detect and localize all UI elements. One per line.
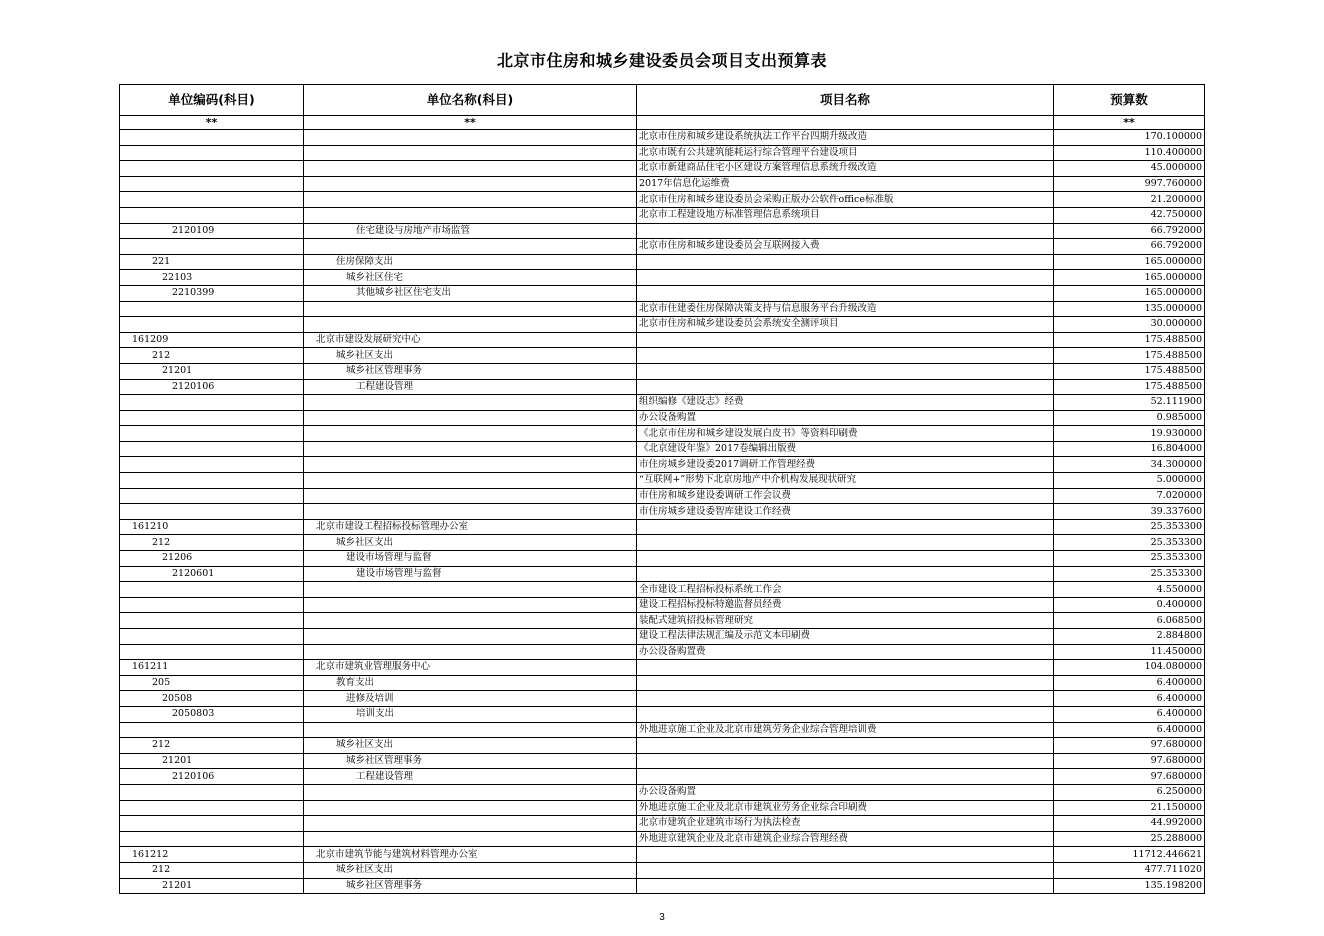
project-name-cell (637, 847, 1054, 863)
table-row (120, 862, 1205, 878)
unit-code-cell (120, 441, 304, 457)
budget-amount-cell: 6.400000 (1054, 675, 1205, 691)
project-name-cell: 北京市住建委住房保障决策支持与信息服务平台升级改造 (637, 301, 1054, 317)
budget-amount-cell: 34.300000 (1054, 457, 1205, 473)
unit-code-cell (120, 488, 304, 504)
budget-amount-cell: 2.884800 (1054, 629, 1205, 645)
table-row (120, 239, 1205, 255)
unit-name-cell (304, 613, 637, 629)
table-row (120, 457, 1205, 473)
unit-name-cell (304, 207, 637, 223)
project-name-cell (637, 363, 1054, 379)
unit-code-cell: 161211 (120, 660, 304, 676)
project-name-cell: 2017年信息化运维费 (637, 176, 1054, 192)
unit-code-cell: 161209 (120, 332, 304, 348)
table-row (120, 535, 1205, 551)
unit-code-cell (120, 395, 304, 411)
table-row (120, 613, 1205, 629)
unit-name-cell (304, 488, 637, 504)
unit-name-cell (304, 130, 637, 146)
unit-name-cell (304, 145, 637, 161)
unit-code-cell: 205 (120, 675, 304, 691)
budget-amount-cell: 165.000000 (1054, 285, 1205, 301)
budget-amount-cell: 6.400000 (1054, 722, 1205, 738)
table-row (120, 223, 1205, 239)
budget-amount-cell: 21.200000 (1054, 192, 1205, 208)
table-row (120, 410, 1205, 426)
table-row (120, 145, 1205, 161)
unit-name-cell: 城乡社区管理事务 (304, 878, 637, 894)
table-row (120, 473, 1205, 489)
budget-amount-cell: 135.198200 (1054, 878, 1205, 894)
project-name-cell: 北京市既有公共建筑能耗运行综合管理平台建设项目 (637, 145, 1054, 161)
unit-code-cell: 21201 (120, 363, 304, 379)
unit-code-cell (120, 207, 304, 223)
unit-name-cell: 北京市建设发展研究中心 (304, 332, 637, 348)
unit-name-cell (304, 176, 637, 192)
table-row (120, 660, 1205, 676)
project-name-cell (637, 254, 1054, 270)
unit-name-cell (304, 629, 637, 645)
unit-code-cell: 2120106 (120, 769, 304, 785)
project-name-cell: 建设工程招标投标特邀监督员经费 (637, 597, 1054, 613)
project-name-cell (637, 691, 1054, 707)
unit-name-cell: 其他城乡社区住宅支出 (304, 285, 637, 301)
table-row (120, 270, 1205, 286)
unit-name-cell: 住房保障支出 (304, 254, 637, 270)
unit-code-cell (120, 239, 304, 255)
project-name-cell (637, 675, 1054, 691)
unit-code-cell: 2120601 (120, 566, 304, 582)
unit-code-cell (120, 784, 304, 800)
unit-code-cell (120, 613, 304, 629)
unit-code-cell: 2120106 (120, 379, 304, 395)
unit-code-cell (120, 504, 304, 520)
budget-amount-cell: 165.000000 (1054, 254, 1205, 270)
table-row (120, 644, 1205, 660)
unit-name-cell: 城乡社区管理事务 (304, 753, 637, 769)
project-name-cell: 外地进京施工企业及北京市建筑劳务企业综合管理培训费 (637, 722, 1054, 738)
project-name-cell: 北京市住房和城乡建设委员会系统安全测评项目 (637, 317, 1054, 333)
table-row (120, 176, 1205, 192)
column-header-budget: 预算数 (1054, 85, 1205, 116)
project-name-cell: 市住房城乡建设委智库建设工作经费 (637, 504, 1054, 520)
unit-name-cell: 北京市建筑业管理服务中心 (304, 660, 637, 676)
unit-code-cell (120, 800, 304, 816)
project-name-cell: 办公设备购置费 (637, 644, 1054, 660)
project-name-cell (637, 566, 1054, 582)
budget-amount-cell: 7.020000 (1054, 488, 1205, 504)
unit-name-cell (304, 644, 637, 660)
project-name-cell: 北京市新建商品住宅小区建设方案管理信息系统升级改造 (637, 161, 1054, 177)
unit-code-cell (120, 831, 304, 847)
table-row (120, 691, 1205, 707)
unit-name-cell (304, 582, 637, 598)
budget-amount-cell: 52.111900 (1054, 395, 1205, 411)
unit-code-cell (120, 130, 304, 146)
budget-amount-cell: 4.550000 (1054, 582, 1205, 598)
budget-amount-cell: 25.353300 (1054, 566, 1205, 582)
unit-name-cell (304, 426, 637, 442)
project-name-cell: 装配式建筑招投标管理研究 (637, 613, 1054, 629)
table-row (120, 722, 1205, 738)
unit-code-cell: 212 (120, 862, 304, 878)
table-row (120, 800, 1205, 816)
unit-code-cell (120, 176, 304, 192)
unit-code-cell: 212 (120, 535, 304, 551)
budget-amount-cell: 44.992000 (1054, 816, 1205, 832)
budget-amount-cell: 39.337600 (1054, 504, 1205, 520)
unit-name-cell (304, 800, 637, 816)
unit-code-cell (120, 816, 304, 832)
table-row (120, 519, 1205, 535)
project-name-cell: 市住房城乡建设委2017调研工作管理经费 (637, 457, 1054, 473)
unit-code-cell (120, 317, 304, 333)
table-row (120, 706, 1205, 722)
unit-code-cell (120, 457, 304, 473)
unit-name-cell (304, 831, 637, 847)
unit-name-cell: 住宅建设与房地产市场监管 (304, 223, 637, 239)
unit-name-cell: 工程建设管理 (304, 769, 637, 785)
unit-code-cell: 21201 (120, 753, 304, 769)
stars-cell: ** (120, 116, 304, 130)
project-name-cell: 《北京建设年鉴》2017卷编辑出版费 (637, 441, 1054, 457)
budget-amount-cell: 6.400000 (1054, 691, 1205, 707)
table-row (120, 426, 1205, 442)
budget-amount-cell: 25.353300 (1054, 519, 1205, 535)
project-name-cell (637, 660, 1054, 676)
table-row (120, 738, 1205, 754)
project-name-cell: 市住房和城乡建设委调研工作会议费 (637, 488, 1054, 504)
unit-name-cell (304, 816, 637, 832)
unit-name-cell (304, 597, 637, 613)
unit-name-cell: 城乡社区支出 (304, 348, 637, 364)
budget-amount-cell: 175.488500 (1054, 379, 1205, 395)
table-row (120, 395, 1205, 411)
unit-name-cell: 城乡社区支出 (304, 535, 637, 551)
budget-amount-cell: 16.804000 (1054, 441, 1205, 457)
budget-amount-cell: 0.985000 (1054, 410, 1205, 426)
unit-code-cell: 2120109 (120, 223, 304, 239)
project-name-cell (637, 519, 1054, 535)
unit-name-cell: 城乡社区支出 (304, 738, 637, 754)
budget-amount-cell: 30.000000 (1054, 317, 1205, 333)
unit-code-cell (120, 161, 304, 177)
unit-name-cell: 进修及培训 (304, 691, 637, 707)
table-row (120, 161, 1205, 177)
table-row (120, 254, 1205, 270)
project-name-cell: 办公设备购置 (637, 784, 1054, 800)
budget-amount-cell: 6.250000 (1054, 784, 1205, 800)
unit-code-cell: 212 (120, 348, 304, 364)
project-name-cell (637, 332, 1054, 348)
unit-code-cell (120, 145, 304, 161)
unit-code-cell: 22103 (120, 270, 304, 286)
project-name-cell: 建设工程法律法规汇编及示范文本印刷费 (637, 629, 1054, 645)
budget-amount-cell: 25.353300 (1054, 535, 1205, 551)
budget-amount-cell: 477.711020 (1054, 862, 1205, 878)
budget-amount-cell: 170.100000 (1054, 130, 1205, 146)
project-name-cell: 外地进京建筑企业及北京市建筑企业综合管理经费 (637, 831, 1054, 847)
table-row (120, 847, 1205, 863)
unit-name-cell: 北京市建设工程招标投标管理办公室 (304, 519, 637, 535)
budget-amount-cell: 97.680000 (1054, 753, 1205, 769)
budget-amount-cell: 997.760000 (1054, 176, 1205, 192)
unit-code-cell (120, 629, 304, 645)
budget-amount-cell: 5.000000 (1054, 473, 1205, 489)
budget-amount-cell: 19.930000 (1054, 426, 1205, 442)
project-name-cell (637, 285, 1054, 301)
budget-amount-cell: 110.400000 (1054, 145, 1205, 161)
table-row (120, 379, 1205, 395)
unit-name-cell: 城乡社区住宅 (304, 270, 637, 286)
budget-amount-cell: 165.000000 (1054, 270, 1205, 286)
column-header-unit-code: 单位编码(科目) (120, 85, 304, 116)
unit-name-cell: 北京市建筑节能与建筑材料管理办公室 (304, 847, 637, 863)
unit-name-cell: 城乡社区管理事务 (304, 363, 637, 379)
budget-amount-cell: 6.400000 (1054, 706, 1205, 722)
project-name-cell: 全市建设工程招标投标系统工作会 (637, 582, 1054, 598)
unit-code-cell (120, 410, 304, 426)
unit-code-cell: 212 (120, 738, 304, 754)
table-row (120, 597, 1205, 613)
unit-code-cell: 2210399 (120, 285, 304, 301)
unit-code-cell (120, 722, 304, 738)
unit-code-cell: 221 (120, 254, 304, 270)
table-row (120, 301, 1205, 317)
budget-table (119, 84, 1205, 894)
project-name-cell: 外地进京施工企业及北京市建筑业劳务企业综合印刷费 (637, 800, 1054, 816)
table-row (120, 192, 1205, 208)
unit-name-cell: 教育支出 (304, 675, 637, 691)
unit-name-cell: 城乡社区支出 (304, 862, 637, 878)
budget-amount-cell: 11.450000 (1054, 644, 1205, 660)
unit-code-cell: 2050803 (120, 706, 304, 722)
project-name-cell (637, 738, 1054, 754)
budget-amount-cell: 21.150000 (1054, 800, 1205, 816)
unit-code-cell: 21206 (120, 551, 304, 567)
unit-name-cell (304, 301, 637, 317)
unit-name-cell (304, 441, 637, 457)
stars-row (120, 116, 1205, 130)
stars-cell: ** (304, 116, 637, 130)
project-name-cell: 办公设备购置 (637, 410, 1054, 426)
table-body (120, 130, 1205, 894)
unit-code-cell: 161212 (120, 847, 304, 863)
table-row (120, 130, 1205, 146)
stars-cell (637, 116, 1054, 130)
header-row (120, 85, 1205, 116)
project-name-cell (637, 348, 1054, 364)
budget-amount-cell: 97.680000 (1054, 738, 1205, 754)
table-row (120, 784, 1205, 800)
column-header-project-name: 项目名称 (637, 85, 1054, 116)
project-name-cell: 北京市工程建设地方标准管理信息系统项目 (637, 207, 1054, 223)
budget-amount-cell: 66.792000 (1054, 223, 1205, 239)
table-row (120, 441, 1205, 457)
budget-amount-cell: 25.288000 (1054, 831, 1205, 847)
project-name-cell (637, 551, 1054, 567)
unit-name-cell (304, 395, 637, 411)
project-name-cell (637, 753, 1054, 769)
project-name-cell: 北京市建筑企业建筑市场行为执法检查 (637, 816, 1054, 832)
table-row (120, 878, 1205, 894)
unit-name-cell: 工程建设管理 (304, 379, 637, 395)
unit-name-cell (304, 504, 637, 520)
project-name-cell (637, 862, 1054, 878)
budget-amount-cell: 11712.446621 (1054, 847, 1205, 863)
unit-name-cell (304, 784, 637, 800)
table-row (120, 504, 1205, 520)
unit-name-cell: 培训支出 (304, 706, 637, 722)
unit-code-cell (120, 473, 304, 489)
project-name-cell (637, 769, 1054, 785)
column-header-unit-name: 单位名称(科目) (304, 85, 637, 116)
budget-amount-cell: 104.080000 (1054, 660, 1205, 676)
unit-name-cell (304, 457, 637, 473)
table-row (120, 769, 1205, 785)
table-row (120, 207, 1205, 223)
project-name-cell: 北京市住房和城乡建设委员会互联网接入费 (637, 239, 1054, 255)
unit-name-cell (304, 473, 637, 489)
table-row (120, 317, 1205, 333)
project-name-cell (637, 379, 1054, 395)
table-row (120, 566, 1205, 582)
table-row (120, 582, 1205, 598)
table-row (120, 831, 1205, 847)
page-title: 北京市住房和城乡建设委员会项目支出预算表 (496, 51, 827, 70)
budget-amount-cell: 66.792000 (1054, 239, 1205, 255)
budget-amount-cell: 175.488500 (1054, 348, 1205, 364)
table-row (120, 816, 1205, 832)
unit-code-cell: 21201 (120, 878, 304, 894)
unit-code-cell (120, 426, 304, 442)
budget-amount-cell: 135.000000 (1054, 301, 1205, 317)
project-name-cell (637, 535, 1054, 551)
budget-amount-cell: 42.750000 (1054, 207, 1205, 223)
project-name-cell: 组织编修《建设志》经费 (637, 395, 1054, 411)
unit-name-cell: 建设市场管理与监督 (304, 566, 637, 582)
unit-name-cell (304, 239, 637, 255)
table-row (120, 675, 1205, 691)
budget-amount-cell: 6.068500 (1054, 613, 1205, 629)
unit-code-cell (120, 597, 304, 613)
unit-code-cell (120, 582, 304, 598)
stars-cell: ** (1054, 116, 1205, 130)
unit-name-cell (304, 161, 637, 177)
table-row (120, 332, 1205, 348)
budget-amount-cell: 175.488500 (1054, 332, 1205, 348)
table-row (120, 348, 1205, 364)
unit-code-cell (120, 192, 304, 208)
budget-amount-cell: 0.400000 (1054, 597, 1205, 613)
table-row (120, 629, 1205, 645)
project-name-cell (637, 878, 1054, 894)
unit-code-cell (120, 644, 304, 660)
unit-code-cell: 161210 (120, 519, 304, 535)
project-name-cell: 北京市住房和城乡建设委员会采购正版办公软件office标准版 (637, 192, 1054, 208)
project-name-cell (637, 706, 1054, 722)
budget-amount-cell: 25.353300 (1054, 551, 1205, 567)
unit-name-cell: 建设市场管理与监督 (304, 551, 637, 567)
project-name-cell: 北京市住房和城乡建设系统执法工作平台四期升级改造 (637, 130, 1054, 146)
budget-amount-cell: 97.680000 (1054, 769, 1205, 785)
project-name-cell (637, 223, 1054, 239)
unit-name-cell (304, 317, 637, 333)
unit-name-cell (304, 722, 637, 738)
table-row (120, 753, 1205, 769)
table-row (120, 551, 1205, 567)
table-row (120, 488, 1205, 504)
project-name-cell (637, 270, 1054, 286)
unit-name-cell (304, 192, 637, 208)
unit-code-cell: 20508 (120, 691, 304, 707)
budget-amount-cell: 45.000000 (1054, 161, 1205, 177)
budget-amount-cell: 175.488500 (1054, 363, 1205, 379)
project-name-cell: 《北京市住房和城乡建设发展白皮书》等资料印刷费 (637, 426, 1054, 442)
page-number: 3 (659, 912, 665, 923)
table-row (120, 285, 1205, 301)
project-name-cell: “互联网+”形势下北京房地产中介机构发展现状研究 (637, 473, 1054, 489)
unit-name-cell (304, 410, 637, 426)
unit-code-cell (120, 301, 304, 317)
table-row (120, 363, 1205, 379)
